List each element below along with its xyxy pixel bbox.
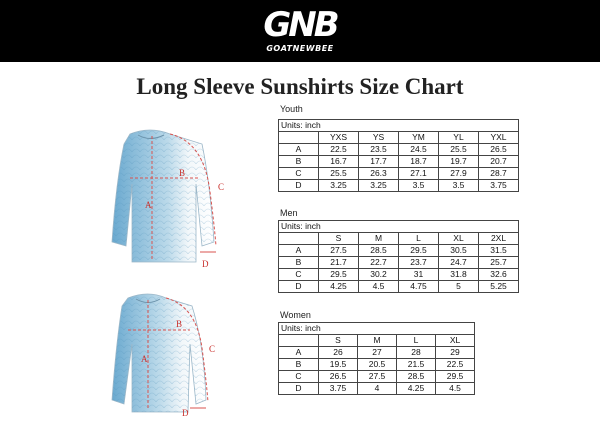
table-row	[279, 371, 475, 383]
label-c: C	[218, 182, 225, 192]
table-cell: 27.5	[319, 245, 359, 257]
table-cell: 29.5	[399, 245, 439, 257]
row-label: A	[279, 245, 319, 257]
size-header: YXS	[319, 132, 359, 144]
table-cell: 26.5	[319, 371, 358, 383]
size-header: 2XL	[479, 233, 519, 245]
table-cell: 5.25	[479, 281, 519, 293]
brand-banner	[0, 0, 600, 62]
table-row	[279, 221, 519, 233]
shirt-illustration-bottom	[92, 288, 242, 420]
table-header-row	[279, 335, 475, 347]
men-table	[278, 220, 519, 293]
size-header: XL	[436, 335, 475, 347]
size-header: M	[359, 233, 399, 245]
table-cell: 29.5	[436, 371, 475, 383]
label-c-women: C	[209, 344, 216, 354]
table-cell: 4.25	[319, 281, 359, 293]
units-cell: Units: inch	[279, 120, 519, 132]
table-row	[279, 245, 519, 257]
size-header: S	[319, 233, 359, 245]
table-cell: 30.5	[439, 245, 479, 257]
table-cell: 3.75	[479, 180, 519, 192]
table-cell: 4.75	[399, 281, 439, 293]
label-b: B	[179, 168, 186, 178]
size-header: L	[399, 233, 439, 245]
table-row	[279, 269, 519, 281]
units-cell: Units: inch	[279, 323, 475, 335]
table-row	[279, 323, 475, 335]
shirt-illustration-top	[92, 122, 242, 272]
logo-wordmark: GOATNEWBEE	[266, 44, 334, 53]
table-cell: 5	[439, 281, 479, 293]
row-label: B	[279, 156, 319, 168]
table-cell: 21.7	[319, 257, 359, 269]
youth-table	[278, 119, 519, 192]
label-d: D	[202, 259, 209, 269]
table-cell: 3.25	[359, 180, 399, 192]
size-header: L	[397, 335, 436, 347]
table-row	[279, 156, 519, 168]
label-d-women: D	[182, 408, 189, 418]
row-label: A	[279, 144, 319, 156]
size-header: XL	[439, 233, 479, 245]
table-cell: 3.5	[399, 180, 439, 192]
table-cell: 25.7	[479, 257, 519, 269]
table-row	[279, 281, 519, 293]
table-cell: 18.7	[399, 156, 439, 168]
table-cell: 23.5	[359, 144, 399, 156]
size-header: S	[319, 335, 358, 347]
table-cell: 25.5	[319, 168, 359, 180]
size-header: YM	[399, 132, 439, 144]
table-header-row	[279, 233, 519, 245]
table-cell: 28	[397, 347, 436, 359]
size-header: YS	[359, 132, 399, 144]
men-label: Men	[280, 208, 298, 218]
table-row	[279, 168, 519, 180]
corner-cell	[279, 132, 319, 144]
table-cell: 25.5	[439, 144, 479, 156]
table-cell: 16.7	[319, 156, 359, 168]
youth-label: Youth	[280, 104, 303, 114]
table-cell: 31.5	[479, 245, 519, 257]
table-cell: 31	[399, 269, 439, 281]
table-cell: 29.5	[319, 269, 359, 281]
table-header-row	[279, 132, 519, 144]
table-cell: 17.7	[359, 156, 399, 168]
row-label: B	[279, 359, 319, 371]
logo-mark: GNB	[263, 5, 337, 45]
table-cell: 31.8	[439, 269, 479, 281]
page-title: Long Sleeve Sunshirts Size Chart	[136, 74, 464, 99]
table-cell: 21.5	[397, 359, 436, 371]
table-row	[279, 359, 475, 371]
table-cell: 23.7	[399, 257, 439, 269]
table-row	[279, 257, 519, 269]
table-row	[279, 120, 519, 132]
table-cell: 4.25	[397, 383, 436, 395]
row-label: C	[279, 168, 319, 180]
table-cell: 4.5	[436, 383, 475, 395]
corner-cell	[279, 335, 319, 347]
table-cell: 27.9	[439, 168, 479, 180]
row-label: D	[279, 281, 319, 293]
table-cell: 22.5	[319, 144, 359, 156]
table-cell: 29	[436, 347, 475, 359]
table-cell: 19.5	[319, 359, 358, 371]
label-a: A	[145, 200, 152, 210]
table-row	[279, 180, 519, 192]
table-row	[279, 347, 475, 359]
table-row	[279, 144, 519, 156]
table-cell: 22.5	[436, 359, 475, 371]
table-cell: 19.7	[439, 156, 479, 168]
table-cell: 28.7	[479, 168, 519, 180]
women-label: Women	[280, 310, 311, 320]
table-cell: 4	[358, 383, 397, 395]
table-cell: 30.2	[359, 269, 399, 281]
row-label: A	[279, 347, 319, 359]
table-cell: 27.1	[399, 168, 439, 180]
table-cell: 27.5	[358, 371, 397, 383]
table-cell: 3.25	[319, 180, 359, 192]
brand-logo	[250, 6, 350, 58]
size-header: YXL	[479, 132, 519, 144]
table-cell: 20.5	[358, 359, 397, 371]
size-header: YL	[439, 132, 479, 144]
row-label: B	[279, 257, 319, 269]
corner-cell	[279, 233, 319, 245]
table-cell: 3.75	[319, 383, 358, 395]
table-cell: 24.5	[399, 144, 439, 156]
table-cell: 20.7	[479, 156, 519, 168]
row-label: D	[279, 383, 319, 395]
table-cell: 32.6	[479, 269, 519, 281]
table-cell: 28.5	[359, 245, 399, 257]
label-a-women: A	[141, 354, 148, 364]
row-label: C	[279, 269, 319, 281]
units-cell: Units: inch	[279, 221, 519, 233]
women-table	[278, 322, 475, 395]
size-header: M	[358, 335, 397, 347]
row-label: C	[279, 371, 319, 383]
table-cell: 3.5	[439, 180, 479, 192]
row-label: D	[279, 180, 319, 192]
table-cell: 4.5	[359, 281, 399, 293]
label-b-women: B	[176, 319, 183, 329]
table-cell: 24.7	[439, 257, 479, 269]
table-row	[279, 383, 475, 395]
table-cell: 26.5	[479, 144, 519, 156]
table-cell: 27	[358, 347, 397, 359]
table-cell: 26	[319, 347, 358, 359]
table-cell: 22.7	[359, 257, 399, 269]
table-cell: 26.3	[359, 168, 399, 180]
table-cell: 28.5	[397, 371, 436, 383]
